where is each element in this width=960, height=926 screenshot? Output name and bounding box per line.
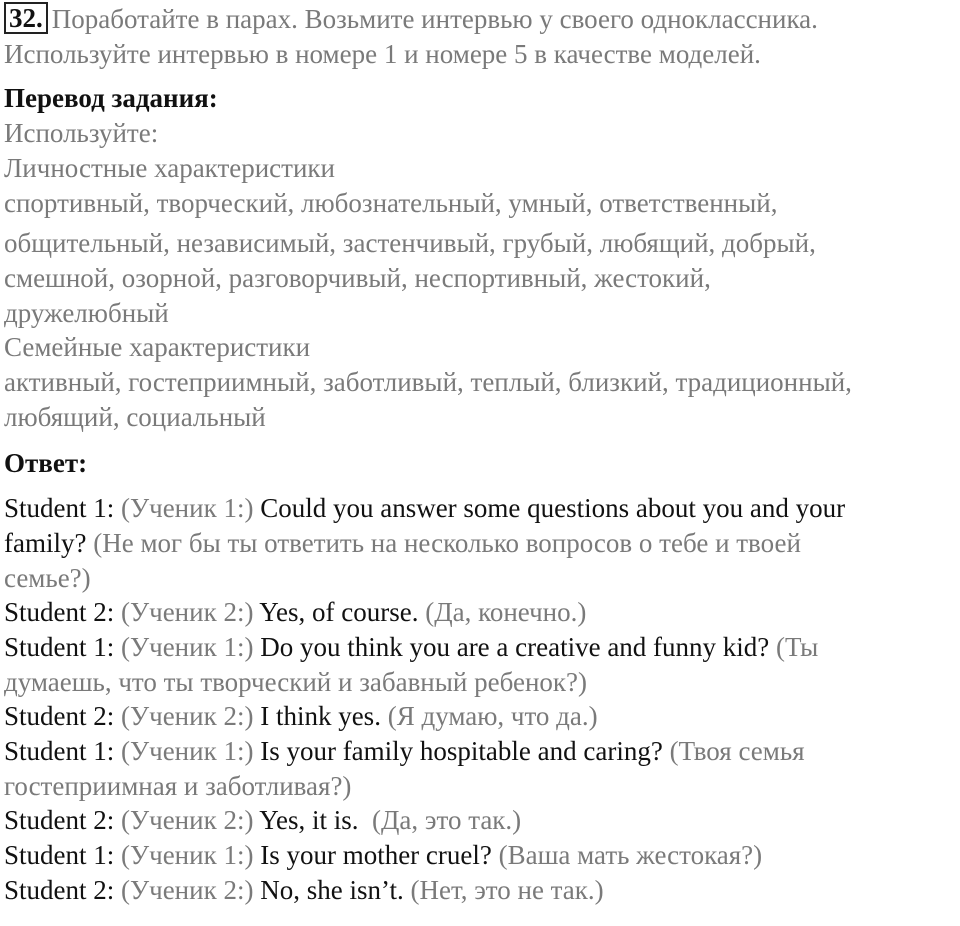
dialog-line: [4, 803, 956, 838]
speaker-role: Student 1:: [4, 631, 115, 662]
speaker-role-translation: (Ученик 2:): [121, 874, 254, 905]
task-text-1: Поработайте в парах. Возьмите интервью у своего одноклассника.: [51, 4, 818, 34]
speaker-role: Student 2:: [4, 874, 115, 905]
dialog-english: Is your family hospitable and caring?: [260, 736, 663, 767]
speaker-role-translation: (Ученик 2:): [121, 805, 254, 836]
dialog-translation: (Я думаю, что да.): [387, 701, 598, 732]
speaker-role: Student 2:: [4, 701, 115, 732]
dialog-translation: (Да, конечно.): [425, 597, 587, 628]
dialog-translation: (Не мог бы ты ответить на несколько вопросов о тебе и твоей: [93, 527, 801, 558]
task-line-1: [4, 2, 956, 37]
dialog-english: Do you think you are a creative and funny kid?: [260, 631, 770, 662]
dialog-line: [4, 699, 956, 734]
dialog-english: No, she isn’t.: [260, 874, 404, 905]
dialog-translation: (Нет, это не так.): [410, 874, 604, 905]
dialog-english: Could you answer some questions about you and your: [260, 493, 846, 524]
dialog-line: [4, 838, 956, 873]
translation-line: дружелюбный: [4, 297, 169, 328]
translation-line: смешной, озорной, разговорчивый, неспортивный, жестокий,: [4, 262, 711, 293]
speaker-role: Student 1:: [4, 736, 115, 767]
dialog-english: Yes, it is.: [259, 805, 359, 836]
dialog-translation: (Твоя семья: [669, 736, 805, 767]
dialog-line: [4, 769, 956, 804]
translation-line: общительный, независимый, застенчивый, грубый, любящий, добрый,: [4, 228, 816, 259]
translation-line: Используйте:: [4, 118, 159, 149]
dialog-translation: семье?): [4, 562, 91, 593]
speaker-role-translation: (Ученик 1:): [121, 736, 254, 767]
speaker-role-translation: (Ученик 1:): [121, 840, 254, 871]
dialog-line: [4, 526, 956, 561]
speaker-role-translation: (Ученик 1:): [121, 631, 254, 662]
speaker-role-translation: (Ученик 2:): [121, 597, 254, 628]
translation-line: Семейные характеристики: [4, 332, 311, 363]
dialog-translation: (Ваша мать жестокая?): [498, 840, 763, 871]
dialog-line: [4, 873, 956, 908]
dialog: [4, 491, 956, 907]
speaker-role: Student 2:: [4, 805, 115, 836]
dialog-english: Is your mother cruel?: [260, 840, 492, 871]
task-number: 32.: [4, 2, 48, 34]
translation-line: спортивный, творческий, любознательный, умный, ответственный,: [4, 187, 778, 218]
translation-line: Личностные характеристики: [4, 152, 335, 183]
dialog-line: [4, 734, 956, 769]
dialog-line: [4, 561, 956, 596]
speaker-role-translation: (Ученик 1:): [121, 493, 254, 524]
dialog-english: family?: [4, 527, 87, 558]
dialog-line: [4, 491, 956, 526]
dialog-translation: (Да, это так.): [372, 805, 522, 836]
answer-heading: Ответ:: [4, 448, 88, 479]
translation-line: активный, гостеприимный, заботливый, теплый, близкий, традиционный,: [4, 367, 852, 398]
speaker-role: Student 2:: [4, 597, 115, 628]
speaker-role: Student 1:: [4, 840, 115, 871]
dialog-line: [4, 595, 956, 630]
task-line-2: Используйте интервью в номере 1 и номере 5 в качестве моделей.: [4, 38, 761, 69]
speaker-role-translation: (Ученик 2:): [121, 701, 254, 732]
dialog-english: Yes, of course.: [259, 597, 419, 628]
dialog-translation: гостеприимная и заботливая?): [4, 770, 352, 801]
dialog-english: I think yes.: [260, 701, 381, 732]
dialog-translation: думаешь, что ты творческий и забавный ребенок?): [4, 666, 587, 697]
dialog-line: [4, 630, 956, 665]
dialog-line: [4, 665, 956, 700]
dialog-translation: (Ты: [776, 631, 819, 662]
translation-line: любящий, социальный: [4, 401, 266, 432]
speaker-role: Student 1:: [4, 493, 115, 524]
translation-heading: Перевод задания:: [4, 83, 218, 114]
